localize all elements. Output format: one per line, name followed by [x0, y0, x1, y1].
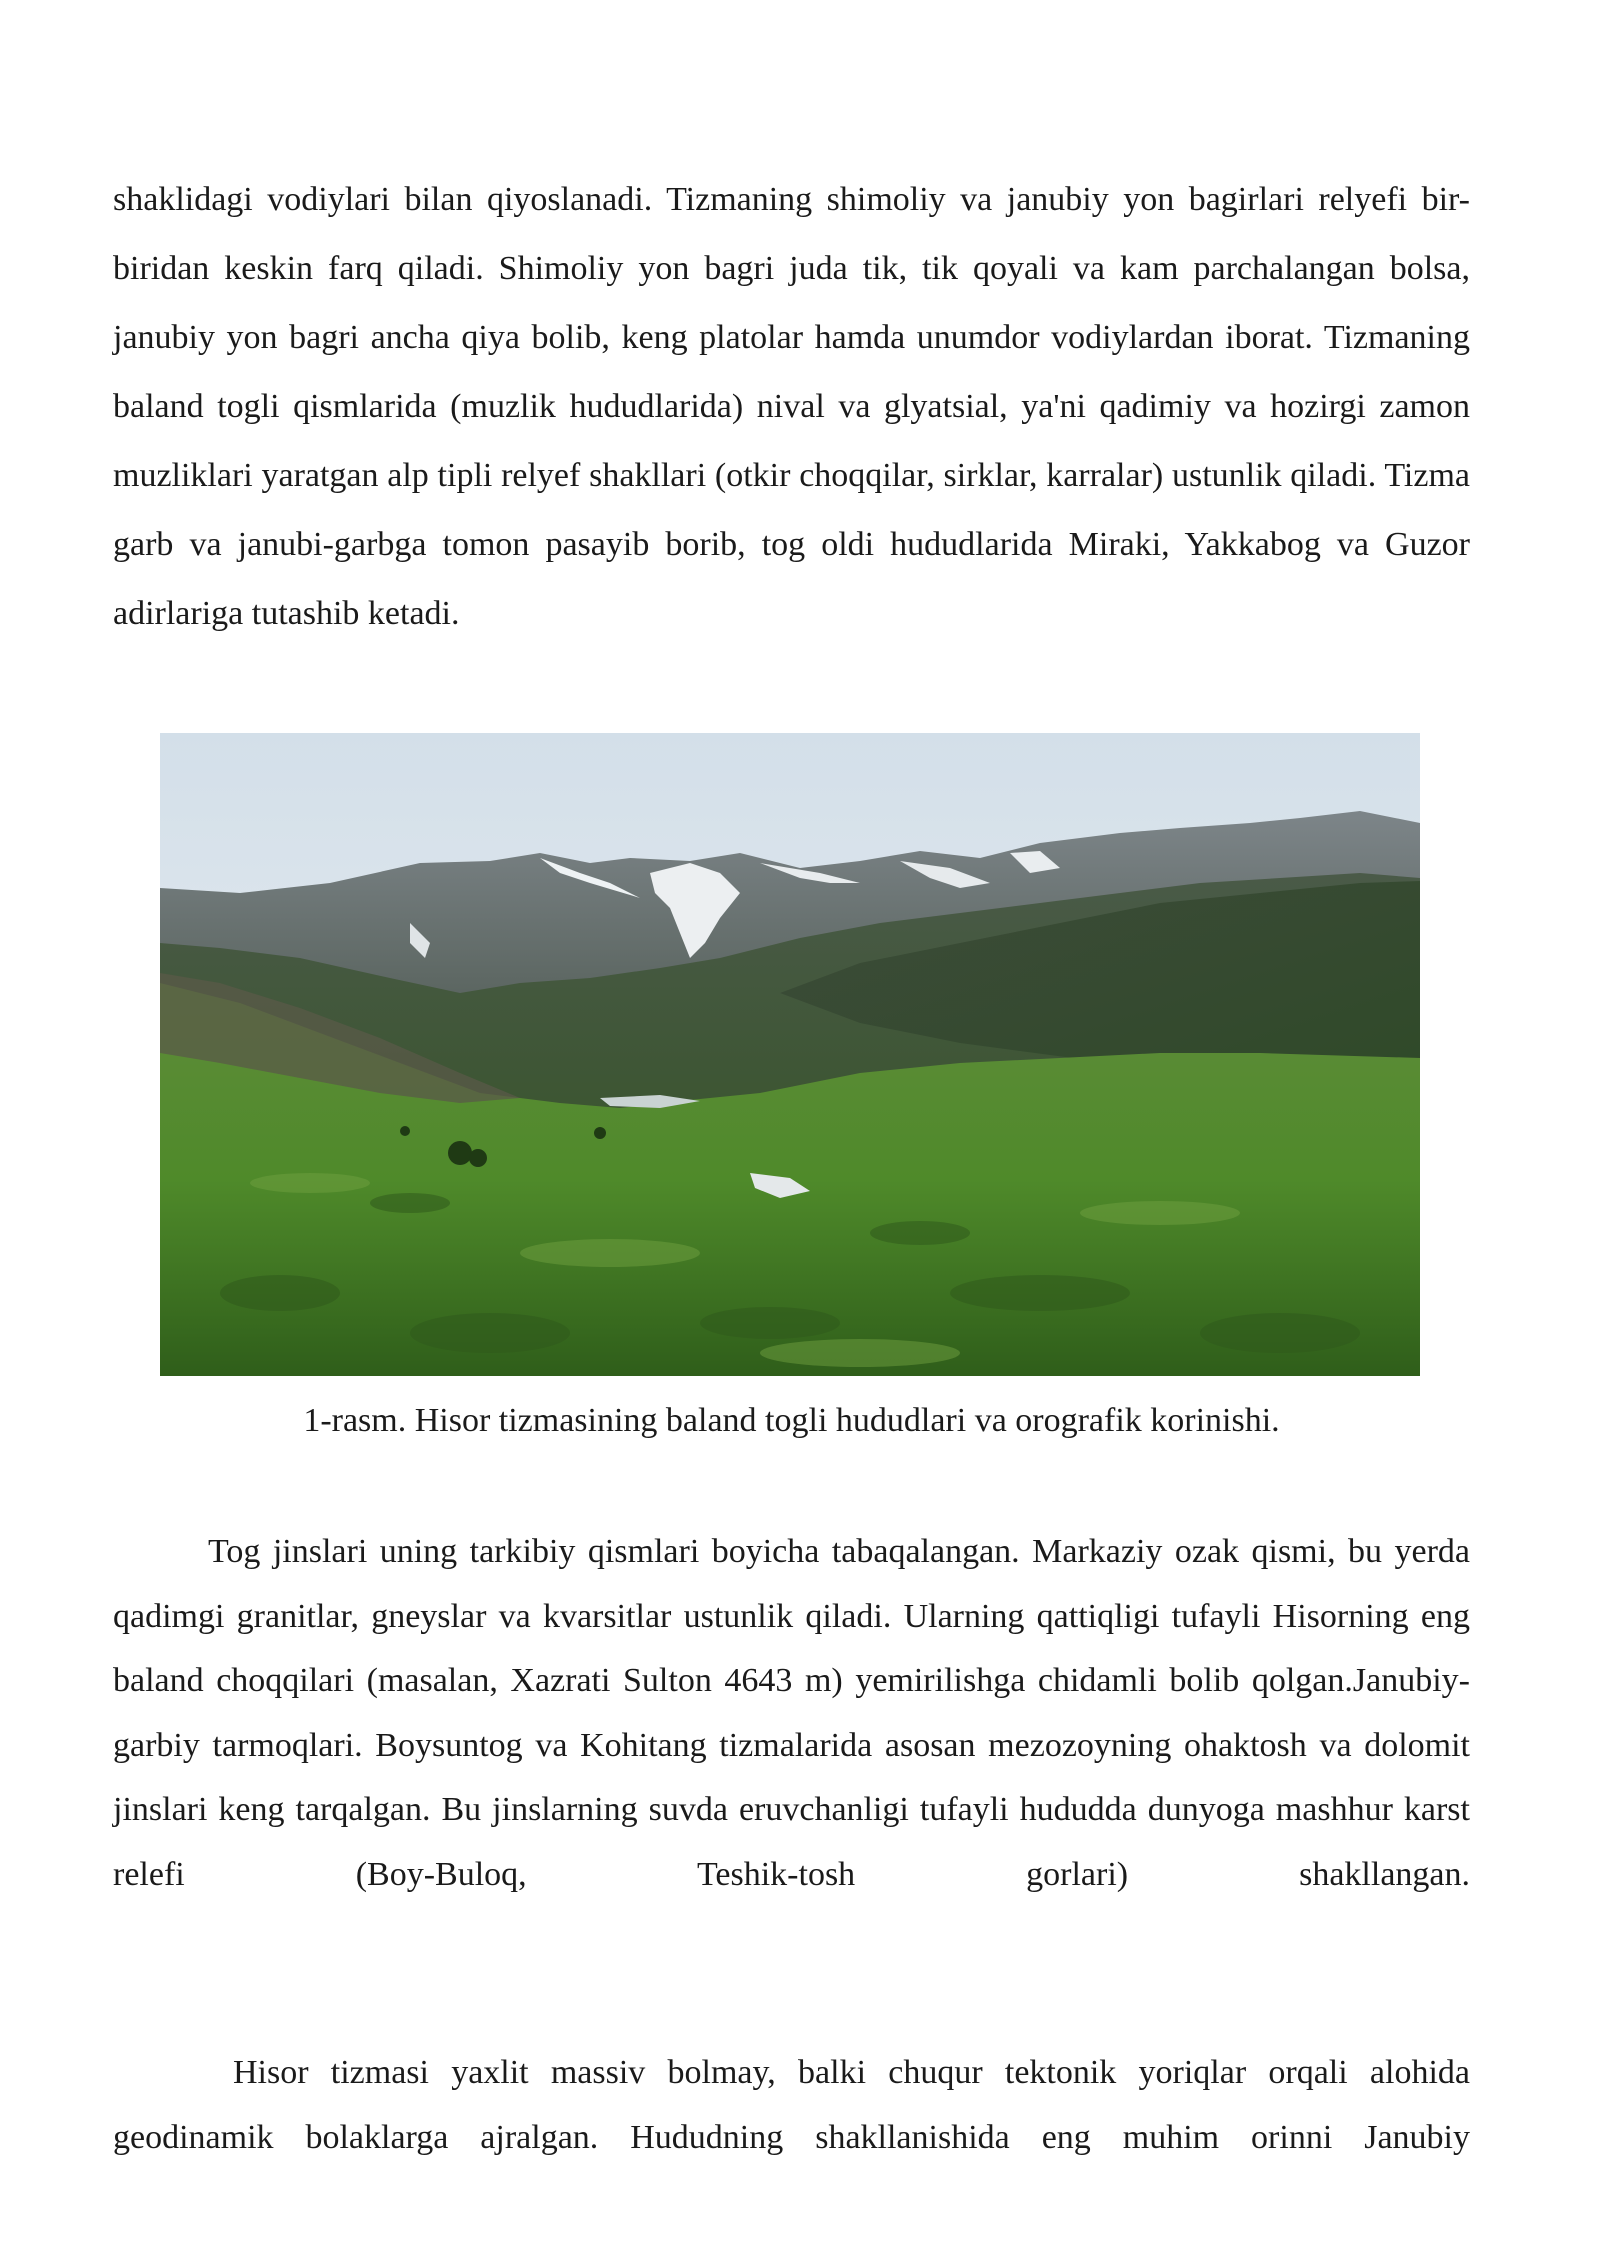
mountain-landscape-illustration: [160, 733, 1420, 1376]
figure-caption: 1-rasm. Hisor tizmasining baland togli hududlari va orografik korinishi.: [303, 1402, 1280, 1439]
mountain-photo: [160, 733, 1420, 1376]
paragraph-3: Hisor tizmasi yaxlit massiv bolmay, balki chuqur tektonik yoriqlar orqali alohida geodinamik bolaklarga ajralgan. Hududning shakllanishida eng muhim orinni Janubiy: [113, 2054, 1470, 2156]
paragraph-2: Tog jinslari uning tarkibiy qismlari boyicha tabaqalangan. Markaziy ozak qismi, bu yerda qadimgi granitlar, gneyslar va kvarsitlar ustunlik qiladi. Ularning qattiqligi tufayli Hisorning eng baland choqqilari (masalan, Xazrati Sulton 4643 m) yemirilishga chidamli bolib qolgan.Janubiy-garbiy tarmoqlari. Boysuntog va Kohitang tizmalarida asosan mezozoyning ohaktosh va dolomit jinslari keng tarqalgan. Bu jinslarning suvda eruvchanligi tufayli hududda dunyoga mashhur karst relefi (Boy-Buloq, Teshik-tosh gorlari) shakllangan.: [113, 1533, 1470, 1893]
paragraph-1: shaklidagi vodiylari bilan qiyoslanadi. Tizmaning shimoliy va janubiy yon bagirlari relyefi bir-biridan keskin farq qiladi. Shimoliy yon bagri juda tik, tik qoyali va kam parchalangan bolsa, janubiy yon bagri ancha qiya bolib, keng platolar hamda unumdor vodiylardan iborat. Tizmaning baland togli qismlarida (muzlik hududlarida) nival va glyatsial, ya'ni qadimiy va hozirgi zamon muzliklari yaratgan alp tipli relyef shakllari (otkir choqqilar, sirklar, karralar) ustunlik qiladi. Tizma garb va janubi-garbga tomon pasayib borib, tog oldi hududlarida Miraki, Yakkabog va Guzor adirlariga tutashib ketadi.: [113, 181, 1470, 632]
